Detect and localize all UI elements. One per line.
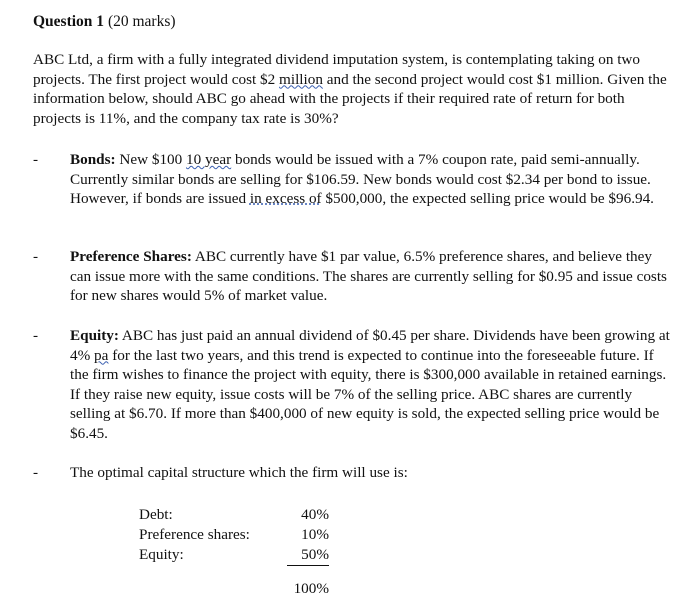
bullet-dash: -: [33, 248, 39, 265]
intro-million: million: [279, 70, 323, 88]
bonds-content: [70, 150, 673, 209]
row-value: 50%: [287, 545, 329, 566]
optimal-structure-bullet: [33, 463, 673, 483]
intro-text-2: and the second project would cost $1 million. Given the information below, should ABC go ahead with the projects if their required rate of return for both projects is 11%, and the company tax rate is 30%?: [33, 70, 667, 127]
row-label: Equity:: [139, 546, 184, 563]
question-heading: [33, 12, 176, 32]
equity-content: [70, 326, 673, 444]
optimal-structure-text: The optimal capital structure which the firm will use is:: [70, 464, 408, 481]
bonds-label: Bonds:: [70, 151, 116, 168]
row-label: Debt:: [139, 506, 173, 523]
row-value: 40%: [301, 506, 329, 523]
bullet-dash: -: [33, 327, 39, 344]
bonds-text-1: New $100: [115, 151, 187, 168]
intro-text-1: ABC Ltd, a firm with a fully integrated dividend imputation system, is contemplating taking on two projects. The first project would cost $2: [33, 51, 640, 88]
row-label: Preference shares:: [139, 526, 250, 543]
equity-label: Equity:: [70, 327, 119, 344]
preference-text: ABC currently have $1 par value, 6.5% preference shares, and believe they can issue more with the same conditions. The shares are currently selling for $0.95 and issue costs for new shares would 5% of market value.: [70, 248, 667, 305]
total-value: 100%: [293, 580, 329, 597]
equity-bullet: [33, 326, 673, 444]
bonds-bullet: [33, 150, 673, 209]
preference-content: [70, 247, 673, 306]
bullet-dash: -: [33, 464, 39, 481]
preference-bullet: [33, 247, 673, 306]
bonds-in-excess-of: in excess of: [249, 190, 322, 208]
equity-pa: pa: [94, 346, 109, 364]
intro-paragraph: [33, 50, 673, 128]
row-value: 10%: [301, 526, 329, 543]
marks-label: (20 marks): [107, 13, 176, 30]
preference-label: Preference Shares:: [70, 248, 192, 265]
equity-text-1: ABC has just paid an annual dividend of $0.45 per share. Dividends have been growing at 4%: [70, 327, 670, 364]
bonds-ten-year: 10 year: [186, 151, 232, 168]
question-label: Question 1: [33, 13, 105, 30]
equity-text-2: for the last two years, and this trend is expected to continue into the foreseeable future. If the firm wishes to finance the project with equity, there is $300,000 available in retained earnings. If they raise new equity, issue costs will be 7% of the selling price. ABC shares are currently selling at $6.70. If more than $400,000 of new equity is sold, the expected selling price would be $6.45.: [70, 346, 667, 442]
bonds-text-2: bonds would be issued with a 7% coupon rate, paid semi-annually. Currently similar bonds are selling for $106.59. New bonds would cost $2.34 per bond to issue. However, if bonds are issued: [70, 151, 651, 208]
bonds-text-3: $500,000, the expected selling price would be $96.94.: [321, 190, 654, 208]
bullet-dash: -: [33, 151, 39, 168]
